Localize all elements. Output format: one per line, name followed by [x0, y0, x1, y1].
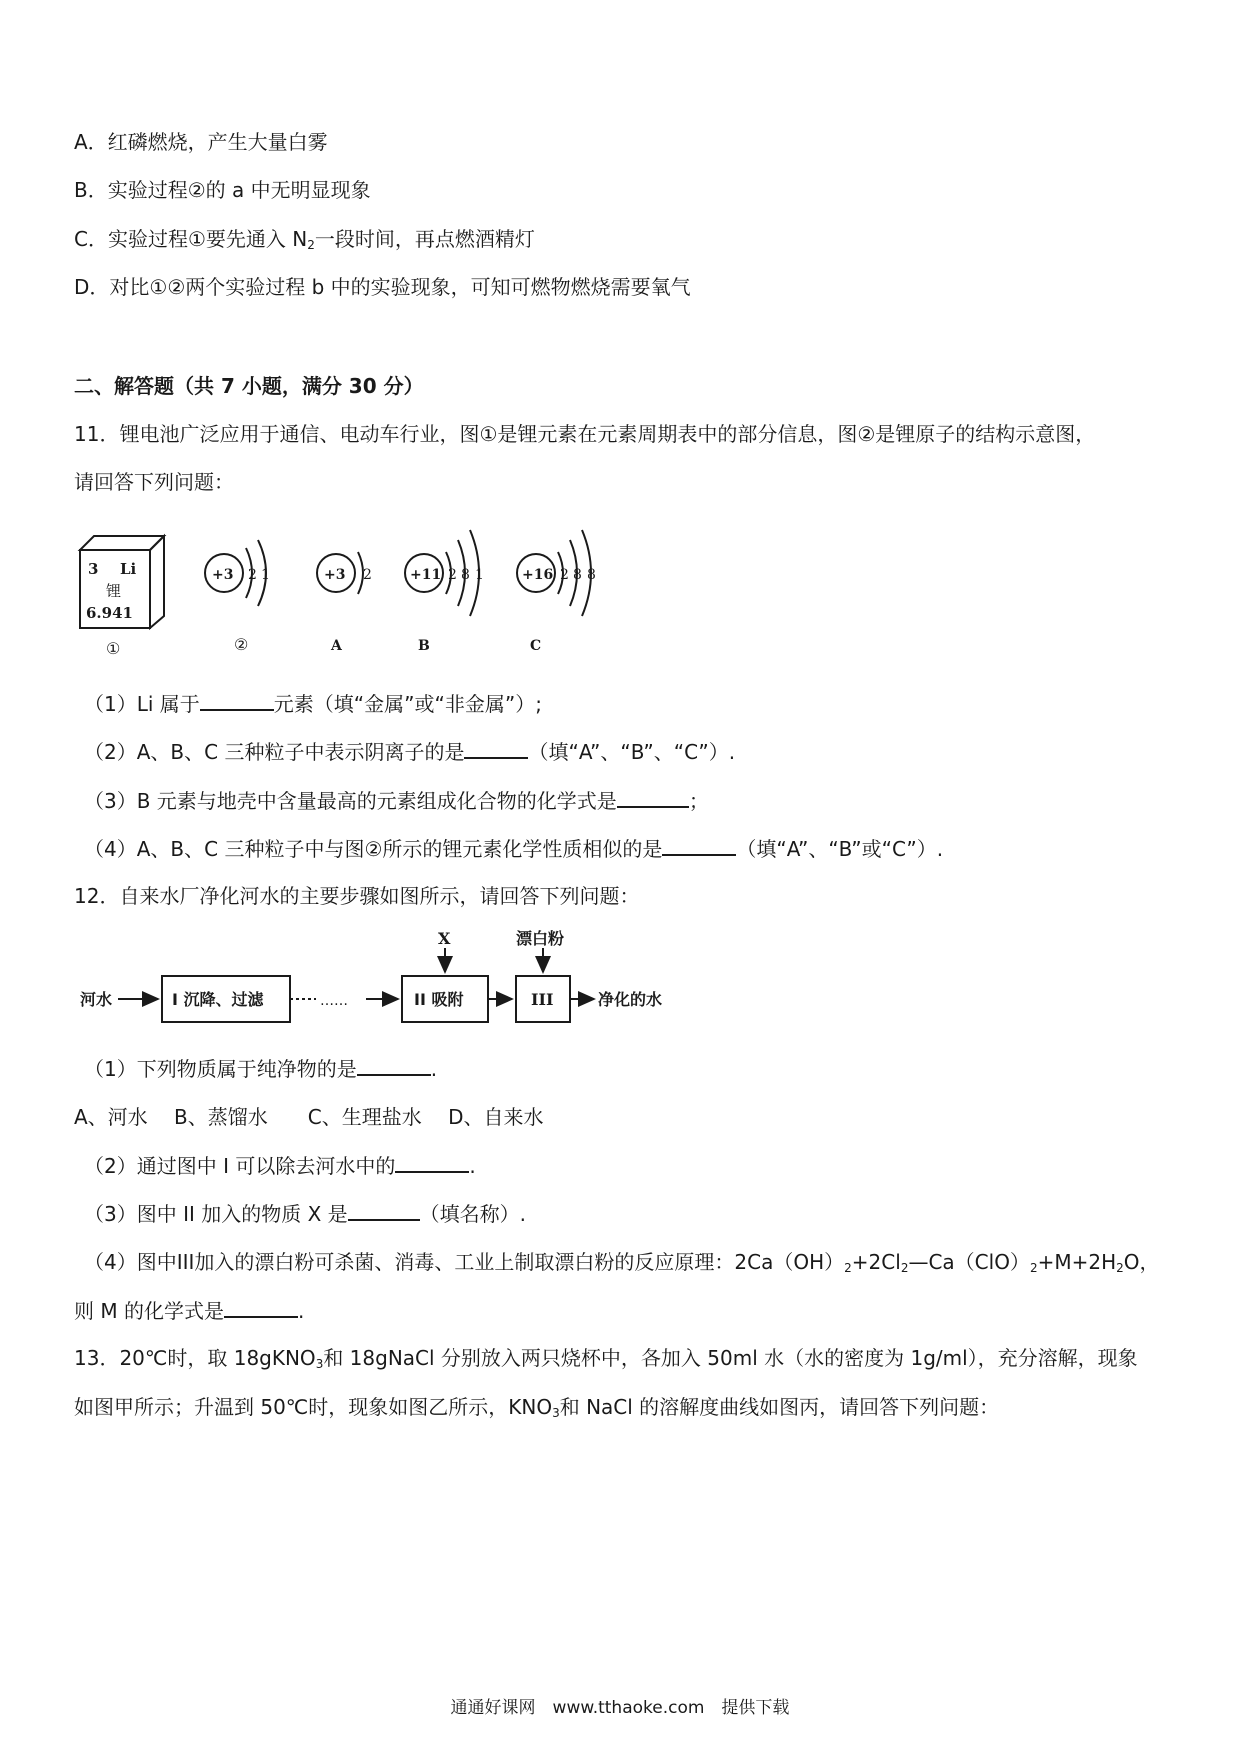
caption-b: B — [418, 638, 430, 654]
q11-figure — [74, 528, 694, 658]
caption-1: ① — [106, 639, 121, 658]
answer-blank[interactable] — [224, 1296, 298, 1318]
q12-part-2: （2）通过图中 I 可以除去河水中的 . — [84, 1151, 476, 1180]
particle-a-shell-1: 2 — [363, 567, 372, 583]
flow-step-2: II 吸附 — [414, 990, 464, 1009]
option-b: B．实验过程②的 a 中无明显现象 — [74, 178, 371, 202]
q11-stem-1: 11．锂电池广泛应用于通信、电动车行业，图①是锂元素在元素周期表中的部分信息，图②是锂原子的结构示意图， — [74, 422, 1096, 446]
answer-blank[interactable] — [662, 834, 736, 856]
q11-stem-2: 请回答下列问题： — [74, 470, 234, 494]
particle-c — [517, 530, 596, 654]
answer-blank[interactable] — [464, 737, 528, 759]
flow-output: 净化的水 — [598, 990, 663, 1009]
element-symbol: Li — [120, 560, 137, 578]
q13-stem-2: 如图甲所示；升温到 50℃时，现象如图乙所示，$KNO_3$和 NaCl 的溶解度曲线如图丙，请回答下列问题： — [74, 1395, 1000, 1420]
q12-part-4: （4）图中III加入的漂白粉可杀菌、消毒、工业上制取漂白粉的反应原理：$2Ca(OH)_2+2Cl_2—Ca(ClO)_2+M+2H_2O$， — [84, 1250, 1160, 1275]
answer-blank[interactable] — [200, 689, 274, 711]
caption-a: A — [331, 638, 342, 654]
flow-dots: …… — [320, 993, 348, 1009]
answer-blank[interactable] — [395, 1151, 469, 1173]
particle-b-nucleus: +11 — [410, 567, 442, 583]
option-c: C．实验过程①要先通入 $N_2$一段时间，再点燃酒精灯 — [74, 227, 535, 252]
q12-flow-diagram — [80, 926, 700, 1036]
page-footer: 通通好课网 www.tthaoke.com 提供下载 — [450, 1698, 790, 1718]
particle-b-shell-2: 8 — [461, 567, 470, 583]
q11-part-3: （3）B 元素与地壳中含量最高的元素组成化合物的化学式是 ； — [84, 786, 709, 815]
q13-stem-1: 13．20℃时，取 18gKNO$_3$和 18gNaCl 分别放入两只烧杯中，各加入 50ml 水（水的密度为 1g/ml），充分溶解，现象 — [74, 1346, 1138, 1371]
option-d: D．对比①②两个实验过程 b 中的实验现象，可知可燃物燃烧需要氧气 — [74, 275, 691, 299]
atom2-nucleus: +3 — [212, 567, 234, 583]
caption-c: C — [530, 638, 542, 654]
q12-stem: 12．自来水厂净化河水的主要步骤如图所示，请回答下列问题： — [74, 884, 640, 908]
section-title: 二、解答题（共 7 小题，满分 30 分） — [74, 374, 424, 398]
q12-part-1: （1）下列物质属于纯净物的是 . — [84, 1054, 437, 1083]
flow-bleach-label: 漂白粉 — [516, 929, 565, 948]
q12-part-4-answer: 则 M 的化学式是 . — [74, 1296, 304, 1325]
particle-b — [405, 530, 484, 654]
particle-b-shell-3: 1 — [475, 567, 484, 583]
answer-blank[interactable] — [357, 1054, 431, 1076]
flow-x-label: X — [438, 929, 451, 948]
particle-b-shell-1: 2 — [448, 567, 457, 583]
answer-blank[interactable] — [348, 1199, 420, 1221]
element-cell — [80, 536, 164, 658]
atom2-shell-1: 2 — [248, 567, 257, 583]
atom2-shell-2: 1 — [261, 567, 270, 583]
option-a: A．红磷燃烧，产生大量白雾 — [74, 130, 328, 154]
element-number: 3 — [88, 560, 99, 578]
caption-2: ② — [234, 635, 249, 654]
particle-a-nucleus: +3 — [324, 567, 346, 583]
atom-diagram-2 — [205, 540, 270, 654]
q11-part-4: （4）A、B、C 三种粒子中与图②所示的锂元素化学性质相似的是 （填“A”、“B”或“C”）. — [84, 834, 943, 863]
element-name: 锂 — [106, 582, 122, 600]
particle-c-shell-3: 8 — [587, 567, 596, 583]
q11-part-1: （1）Li 属于 元素（填“金属”或“非金属”）; — [84, 689, 542, 718]
element-mass: 6.941 — [86, 604, 133, 622]
q12-choices: A、河水 B、蒸馏水 C、生理盐水 D、自来水 — [74, 1105, 544, 1129]
flow-input: 河水 — [80, 990, 113, 1009]
flow-step-1: I 沉降、过滤 — [172, 990, 264, 1009]
q11-part-2: （2）A、B、C 三种粒子中表示阴离子的是 （填“A”、“B”、“C”）. — [84, 737, 735, 766]
particle-a — [317, 552, 372, 654]
q12-part-3: （3）图中 II 加入的物质 X 是 （填名称）. — [84, 1199, 526, 1228]
answer-blank[interactable] — [617, 786, 689, 808]
particle-c-shell-2: 8 — [573, 567, 582, 583]
flow-step-3: III — [531, 990, 554, 1009]
particle-c-nucleus: +16 — [522, 567, 554, 583]
particle-c-shell-1: 2 — [560, 567, 569, 583]
